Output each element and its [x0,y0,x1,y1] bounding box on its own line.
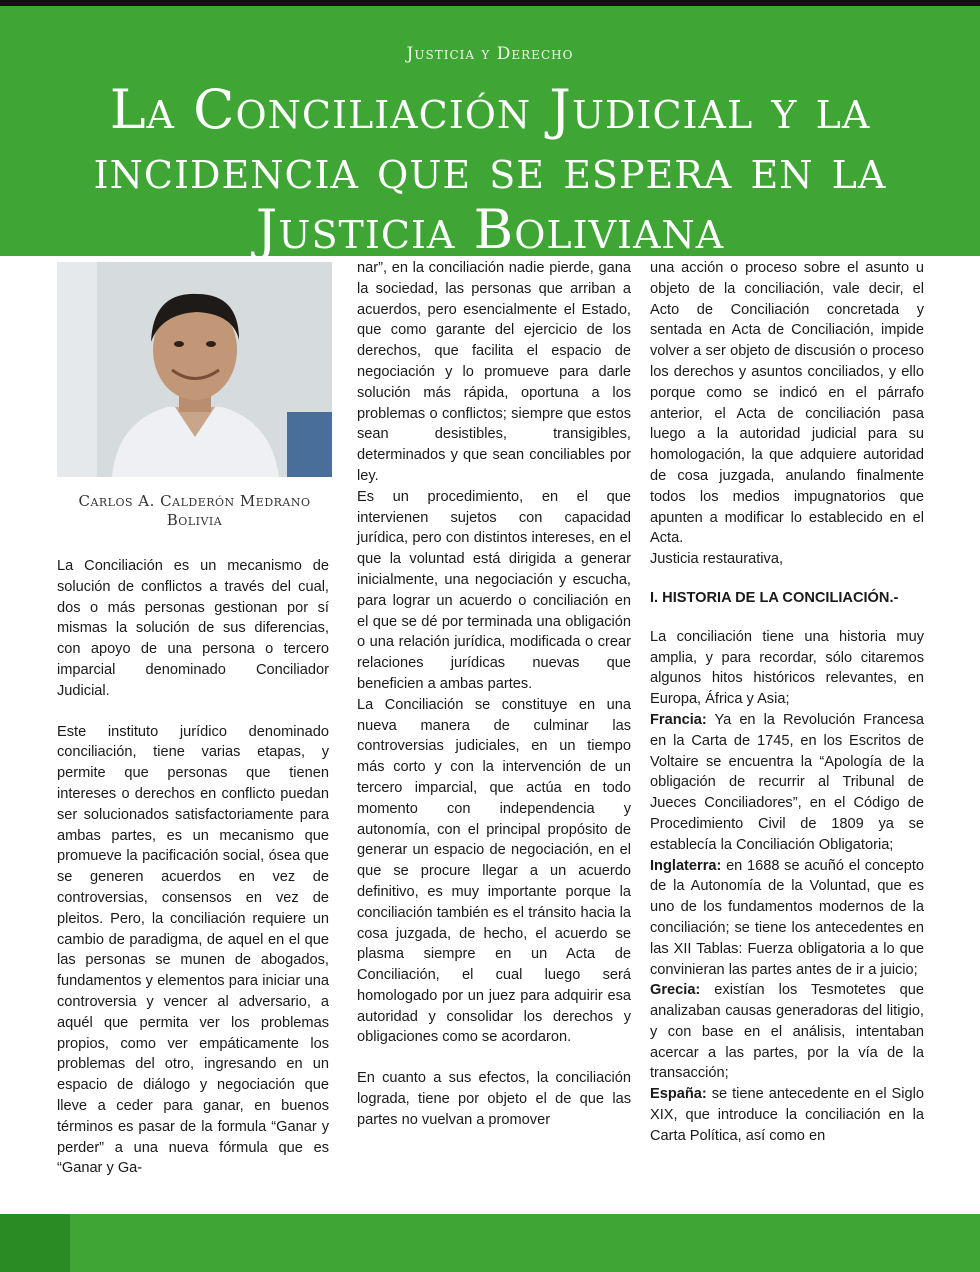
paragraph-inglaterra [650,856,924,981]
column-3 [650,258,924,1147]
author-portrait-icon [57,262,332,477]
column-2 [357,258,631,1131]
paragraph: La Conciliación se constituye en una nueva manera de culminar las controversias judiciales, en un tiempo más corto y con la intervención de un tercero imparcial, que actúa en todo momento con independencia y autonomía, con el principal propósito de generar un espacio de negociación, en el que se procure llegar a un acuerdo definitivo, es muy importante porque la conciliación también es el tránsito hacia la cosa juzgada, de hecho, el acuerdo se plasma siempre en un Acta de Conciliación, el cual luego será homologado por un juez para adquirir esa autoridad y consolidar los derechos y obligaciones como se acordaron. [357,696,631,1046]
paragraph: Es un procedimiento, en el que intervienen sujetos con capacidad jurídica, pero con distintos intereses, en el que la voluntad está dirigida a generar inicialmente, una negociación y escucha, para lograr un acuerdo o conciliación en el que se dé por terminada una obligación o una relación jurídica, modificada o crear relaciones jurídicas nuevas que beneficien a ambas partes. [357,488,631,692]
paragraph-espana [650,1084,924,1146]
country-label: España: [650,1086,707,1103]
paragraph: nar”, en la conciliación nadie pierde, gana la sociedad, las personas que arriban a acuerdos, pero esencialmente el Estado, que como garante del ejercicio de los derechos, que facilita el espacio de negociación y lo promueve para darle solución más rápida, oportuna a los problemas o conflictos; siempre que estos sean desistibles, transigibles, determinados y que sean conciliables por ley. [357,260,631,484]
country-label: Inglaterra: [650,857,722,874]
header-banner [0,6,980,261]
paragraph-grecia [650,980,924,1084]
paragraph: La Conciliación es un mecanismo de solución de conflictos a través del cual, dos o más personas gestionan por sí mismas la solución de sus diferencias, con apoyo de una persona o tercero imparcial denominado Conciliador Judicial. [57,558,329,699]
country-text: Ya en la Revolución Francesa en la Carta de 1745, en los Escritos de Voltaire se encuentra la “Apología de la obligación de recurrir al Tribunal de Jueces Conciliadores”, en el Código de Procedimiento Civil de 1809 ya se establecía la Conciliación Obligatoria; [650,711,924,853]
paragraph-francia [650,710,924,856]
column-1 [57,556,329,1179]
author-photo [57,262,332,477]
author-country: Bolivia [166,511,223,529]
footer-band [0,1214,980,1272]
country-text: existían los Tesmotetes que analizaban causas generadoras del litigio, y con base en el análisis, intentaban acercar a las partes, por la vía de la transacción; [650,982,924,1082]
author-byline [57,492,332,530]
country-text: se tiene antecedente en el Siglo XIX, que introduce la conciliación en la Carta Política, así como en [650,1086,924,1144]
paragraph: Este instituto jurídico denominado conciliación, tiene varias etapas, y permite que personas que tienen intereses o derechos en conflicto puedan ser solucionados satisfactoriamente para ambas partes, es un mecanismo que promueve la pacificación social, ósea que se generen acuerdos en vez de controversias, consensos en vez de pleitos. Pero, la conciliación requiere un cambio de paradigma, de aquel en el que las personas se munen de abogados, fundamentos y elementos para iniciar una controversia y vencer al adversario, a aquél que permita ver los problemas propios, como ver empáticamente los problemas del otro, ingresando en un espacio de diálogo y negociación que lleve a ceder para ganar, en buenos términos es pasar de la formula “Ganar y perder” a una nueva fórmula que es “Ganar y Ga- [57,723,329,1177]
country-label: Grecia: [650,982,701,999]
author-name: Carlos A. Calderón Medrano [78,492,311,510]
section-label: Justicia y Derecho [406,44,574,64]
paragraph: En cuanto a sus efectos, la conciliación lograda, tiene por objeto el de que las partes no vuelvan a promover [357,1070,631,1128]
article-title: La Conciliación Judicial y la incidencia que se espera en la Justicia Boliviana [93,78,887,261]
footer-accent [0,1214,70,1272]
country-label: Francia: [650,711,707,728]
paragraph: una acción o proceso sobre el asunto u objeto de la conciliación, vale decir, el Acto de Conciliación concretada y sentada en Acta de Conciliación, impide volver a ser objeto de discusión o proceso los derechos y asuntos conciliados, y ello porque como se indicó en el párrafo anterior, el Acta de conciliación pasa luego a la autoridad judicial para su homologación, la que adquiere autoridad de cosa juzgada, anulando finalmente todos los medios impugnatorios que apunten a modificar lo establecido en el Acta. [650,260,924,547]
section-heading: I. HISTORIA DE LA CONCILIACIÓN.- [650,589,899,606]
paragraph: La conciliación tiene una historia muy amplia, y para recordar, sólo citaremos algunos hitos históricos relevantes, en Europa, África y Asia; [650,628,924,708]
paragraph: Justicia restaurativa, [650,551,784,568]
country-text: en 1688 se acuñó el concepto de la Autonomía de la Voluntad, que es uno de los fundamentos modernos de la conciliación; se tiene los antecedentes en las XII Tablas: Fuerza obligatoria a lo que convinieran las partes antes de ir a juicio; [650,857,924,978]
